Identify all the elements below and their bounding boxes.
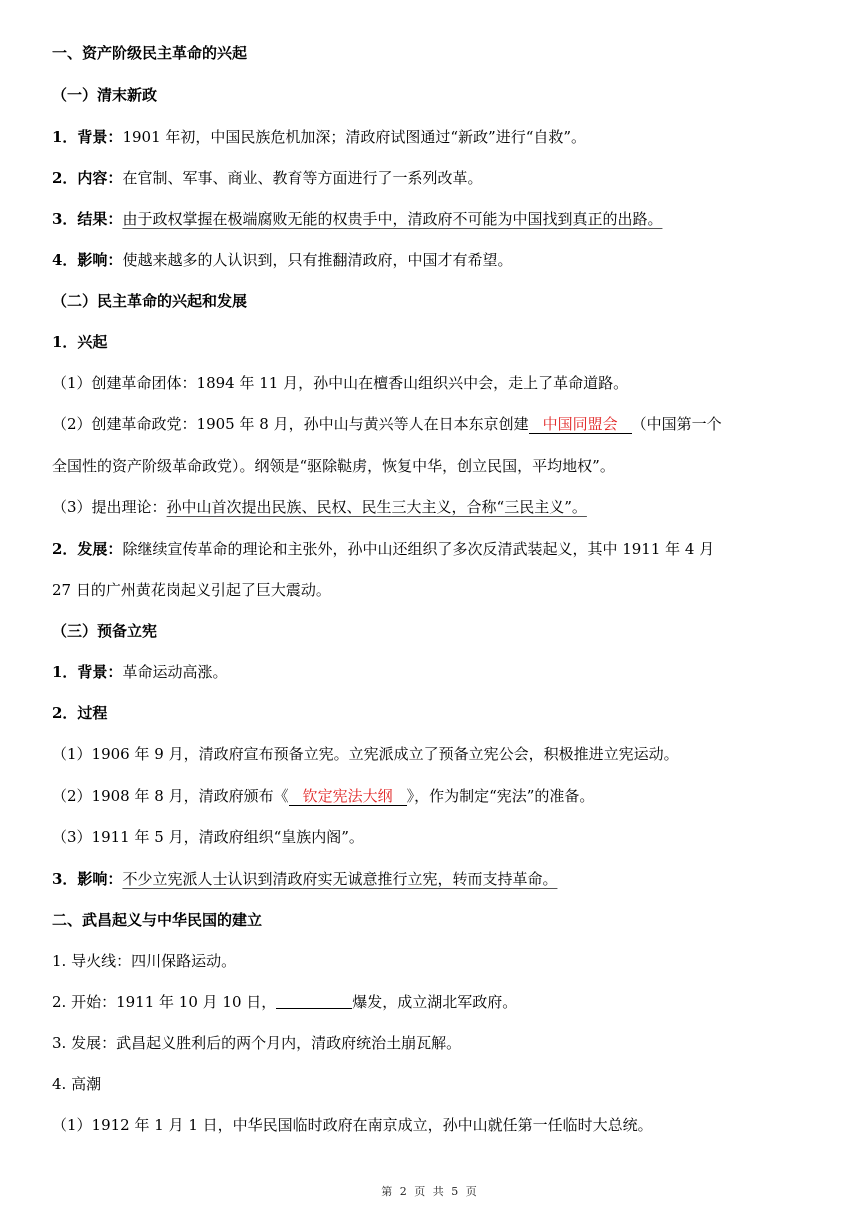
- wuchang-item-2: [52, 991, 820, 1013]
- section-1-title: 一、资产阶级民主革命的兴起: [52, 44, 248, 62]
- text: 除继续宣传革命的理论和主张外，孙中山还组织了多次反清武装起义，其中 1911 年 4 月: [122, 540, 715, 558]
- qingmo-background: [52, 126, 820, 148]
- label: 3．影响：: [52, 870, 123, 888]
- development: [52, 538, 820, 560]
- text: （2）1908 年 8 月，清政府颁布《: [52, 787, 289, 805]
- process-item-2: [52, 785, 820, 807]
- text: （3）提出理论：: [52, 498, 167, 516]
- part-1-title: （一）清末新政: [52, 86, 158, 104]
- label: 2．发展：: [52, 540, 123, 558]
- text: 2. 开始：1911 年 10 月 10 日，: [52, 993, 277, 1011]
- wuchang-item-4: 4. 高潮: [52, 1075, 102, 1093]
- underlined-text: 不少立宪派人士认识到清政府实无诚意推行立宪，转而支持革命。: [122, 870, 558, 888]
- wuchang-item-3: 3. 发展：武昌起义胜利后的两个月内，清政府统治土崩瓦解。: [52, 1034, 462, 1052]
- empty-blank: [276, 993, 352, 1009]
- section-2-title: 二、武昌起义与中华民国的建立: [52, 911, 263, 929]
- text: 爆发，成立湖北军政府。: [352, 993, 518, 1011]
- rise-item-2-cont: 全国性的资产阶级革命政党）。纲领是“驱除鞑虏，恢复中华，创立民国，平均地权”。: [52, 457, 615, 475]
- label: 3．结果：: [52, 210, 123, 228]
- text: 在官制、军事、商业、教育等方面进行了一系列改革。: [122, 169, 483, 187]
- underlined-text: 由于政权掌握在极端腐败无能的权贵手中，清政府不可能为中国找到真正的出路。: [122, 210, 663, 228]
- page-footer: 第 2 页 共 5 页: [381, 1185, 479, 1198]
- text: 革命运动高涨。: [122, 663, 228, 681]
- answer-blank: 中国同盟会: [529, 415, 632, 434]
- answer-blank: 钦定宪法大纲: [289, 787, 407, 806]
- process-item-1: （1）1906 年 9 月，清政府宣布预备立宪。立宪派成立了预备立宪公会，积极推进立宪运动。: [52, 745, 679, 763]
- qingmo-result: [52, 208, 820, 230]
- label: 4．影响：: [52, 251, 123, 269]
- rise-item-2: [52, 413, 820, 435]
- rise-item-1: （1）创建革命团体：1894 年 11 月，孙中山在檀香山组织兴中会，走上了革命道路。: [52, 374, 629, 392]
- rise-item-3: [52, 496, 820, 518]
- label: 1．背景：: [52, 663, 123, 681]
- development-cont: 27 日的广州黄花岗起义引起了巨大震动。: [52, 581, 331, 599]
- qingmo-content: [52, 167, 820, 189]
- process-item-3: （3）1911 年 5 月，清政府组织“皇族内阁”。: [52, 828, 364, 846]
- qingmo-impact: [52, 249, 820, 271]
- part-2-title: （二）民主革命的兴起和发展: [52, 292, 248, 310]
- text: （中国第一个: [631, 415, 722, 433]
- constitution-background: [52, 661, 820, 683]
- wuchang-item-1: 1. 导火线：四川保路运动。: [52, 952, 237, 970]
- underlined-text: 孙中山首次提出民族、民权、民生三大主义，合称“三民主义”。: [166, 498, 587, 516]
- constitution-impact: [52, 868, 820, 890]
- text: 使越来越多的人认识到，只有推翻清政府，中国才有希望。: [122, 251, 513, 269]
- text: 1901 年初，中国民族危机加深；清政府试图通过“新政”进行“自救”。: [122, 128, 587, 146]
- label: 2．内容：: [52, 169, 123, 187]
- label: 1．背景：: [52, 128, 123, 146]
- text: 》，作为制定“宪法”的准备。: [406, 787, 595, 805]
- wuchang-item-5: （1）1912 年 1 月 1 日，中华民国临时政府在南京成立，孙中山就任第一任临时大总统。: [52, 1116, 653, 1134]
- part-3-title: （三）预备立宪: [52, 622, 158, 640]
- text: （2）创建革命政党：1905 年 8 月，孙中山与黄兴等人在日本东京创建: [52, 415, 529, 433]
- process-label: 2．过程: [52, 704, 108, 722]
- rise-label: 1．兴起: [52, 333, 108, 351]
